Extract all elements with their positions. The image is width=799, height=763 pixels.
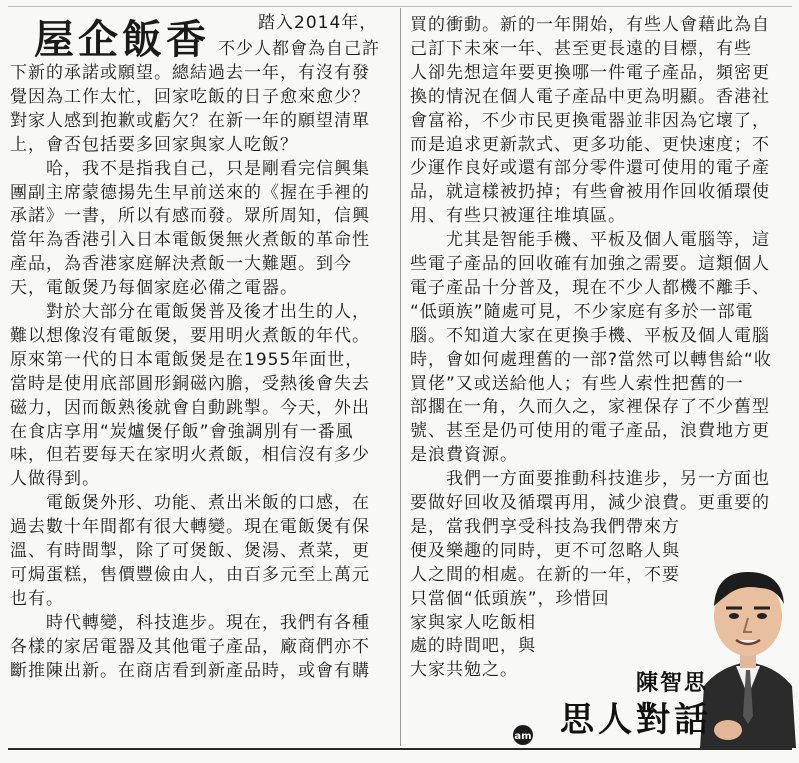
column-name: 思人對話 [560, 700, 712, 740]
column-divider [400, 8, 401, 746]
text-line: 味，但若要每天在家明火煮飯，相信沒有多少 [10, 445, 370, 466]
text-line: 當時是使用底部圓形銅磁內膽，受熱後會失去 [10, 373, 370, 394]
text-line: 人卻先想這年要更換哪一件電子產品，頻密更 [410, 62, 770, 83]
text-line: 便及樂趣的同時，更不可忽略人與 [410, 540, 680, 561]
text-line: 團副主席蒙德揚先生早前送來的《握在手裡的 [10, 182, 370, 203]
text-line: 天，電飯煲乃每個家庭必備之電器。 [10, 278, 298, 299]
text-line: 己訂下未來一年、甚至更長遠的目標，有些 [410, 38, 752, 59]
text-line: 時代轉變，科技進步。現在，我們有各種 [10, 612, 370, 633]
text-line: 家與家人吃飯相 [410, 612, 536, 633]
text-line: 些電子產品的回收確有加強之需要。這類個人 [410, 254, 770, 274]
bottom-rule [8, 748, 792, 750]
text-line: “低頭族”隨處可見，不少家庭有多於一部電 [410, 301, 754, 322]
text-line: 下新的承諾或願望。總結過去一年，有沒有發 [10, 63, 370, 83]
text-line: 對家人感到抱歉或虧欠？在新一年的願望清單 [10, 110, 370, 131]
text-line: 難以想像沒有電飯煲，要用明火煮飯的年代。 [10, 325, 370, 346]
text-line: 原來第一代的日本電飯煲是在1955年面世， [10, 349, 364, 370]
text-line: 上，會否包括要多回家與家人吃飯？ [10, 134, 298, 155]
text-line: 是浪費資源。 [410, 445, 518, 466]
text-line: 斷推陳出新。在商店看到新產品時，或會有購 [10, 660, 370, 681]
text-line: 是，當我們享受科技為我們帶來方 [410, 516, 680, 537]
am-logo-icon [512, 724, 534, 746]
text-line: 溫、有時間掣，除了可煲飯、煲湯、煮菜，更 [10, 541, 370, 561]
text-line: 也有。 [10, 588, 64, 609]
text-line: 處的時間吧，與 [410, 636, 536, 657]
author-name: 陳智思 [636, 671, 709, 696]
text-line: 覺因為工作太忙，回家吃飯的日子愈來愈少？ [10, 86, 370, 107]
text-line: 腦。不知道大家在更換手機、平板及個人電腦 [410, 325, 770, 346]
columnist-portrait [700, 566, 796, 748]
text-line: 當年為香港引入日本電飯煲無火煮飯的革命性 [10, 230, 370, 251]
text-line: 對於大部分在電飯煲普及後才出生的人， [10, 302, 370, 322]
text-line: 電子產品十分普及，現在不少人都機不離手、 [410, 277, 770, 298]
text-line: 不少人都會為自己許 [218, 39, 380, 59]
text-line: 號、甚至是仍可使用的電子產品，浪費地方更 [410, 421, 770, 442]
top-rule [8, 6, 792, 7]
text-line: 要做好回收及循環再用，減少浪費。更重要的 [410, 493, 770, 513]
text-line: 人之間的相處。在新的一年，不要 [410, 564, 680, 585]
text-line: 用、有些只被運往堆填區。 [410, 206, 626, 227]
text-line: 少運作良好或還有部分零件還可使用的電子產 [410, 158, 770, 179]
text-line: 換的情況在個人電子產品中更為明顯。香港社 [410, 86, 770, 107]
text-line: 可焗蛋糕，售價豐儉由人，由百多元至上萬元 [10, 564, 370, 585]
svg-text:am: am [514, 731, 532, 742]
text-line: 我們一方面要推動科技進步，另一方面也 [410, 469, 770, 490]
text-line: 買佬”又或送給他人；有些人索性把舊的一 [410, 373, 744, 394]
text-line: 產品，為香港家庭解決煮飯一大難題。到今 [10, 254, 352, 275]
text-line: 哈，我不是指我自己，只是剛看完信興集 [10, 158, 370, 179]
text-line: 只當個“低頭族”，珍惜回 [410, 588, 610, 609]
text-line: 會富裕，不少市民更換電器並非因為它壞了， [410, 110, 770, 131]
text-line: 磁力，因而飯熟後就會自動跳掣。今天，外出 [10, 397, 370, 418]
text-line: 過去數十年間都有很大轉變。現在電飯煲有保 [10, 517, 370, 538]
text-line: 大家共勉之。 [410, 660, 518, 681]
text-line: 品，就這樣被扔掉；有些會被用作回收循環使 [410, 182, 770, 203]
text-line: 踏入2014年， [258, 13, 378, 33]
article-title: 屋企飯香 [34, 17, 210, 63]
text-line: 在食店享用“炭爐煲仔飯”會強調別有一番風 [10, 421, 354, 442]
text-line: 部擱在一角，久而久之，家裡保存了不少舊型 [410, 397, 770, 418]
text-line: 而是追求更新款式、更多功能、更快速度；不 [410, 134, 770, 155]
text-line: 承諾》一書，所以有感而發。眾所周知，信興 [10, 206, 370, 227]
text-line: 電飯煲外形、功能、煮出米飯的口感，在 [10, 493, 370, 514]
text-line: 各樣的家居電器及其他電子產品，廠商們亦不 [10, 636, 370, 657]
text-line: 人做得到。 [10, 469, 100, 490]
text-line: 買的衝動。新的一年開始，有些人會藉此為自 [410, 15, 770, 35]
text-line: 時，會如何處理舊的一部?當然可以轉售給“收 [410, 349, 772, 370]
text-line: 尤其是智能手機、平板及個人電腦等，這 [410, 230, 770, 251]
